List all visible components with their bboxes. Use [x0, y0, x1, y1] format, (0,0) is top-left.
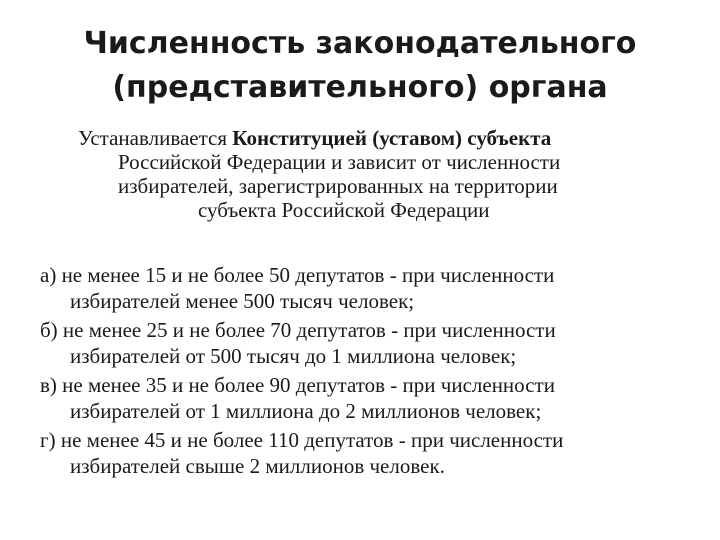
item-b-line-1: б) не менее 25 и не более 70 депутатов - при численности [40, 318, 556, 342]
title-line-2: (представительного) органа [112, 70, 608, 105]
item-a-line-2: избирателей менее 500 тысяч человек; [70, 289, 415, 313]
slide-title [60, 22, 660, 110]
intro-line-1 [78, 126, 678, 150]
item-c-line-1: в) не менее 35 и не более 90 депутатов - при численности [40, 373, 555, 397]
item-c-line-2: избирателей от 1 миллиона до 2 миллионов человек; [70, 399, 542, 423]
title-line-1: Численность законодательного [83, 26, 637, 61]
list-item-a [40, 262, 700, 314]
intro-line-2: Российской Федерации и зависит от численности [118, 150, 561, 174]
list-item-d [40, 427, 700, 479]
list-item-b [40, 317, 700, 369]
item-d-line-1: г) не менее 45 и не более 110 депутатов - при численности [40, 428, 564, 452]
intro-paragraph [78, 126, 678, 222]
list-item-c [40, 372, 700, 424]
item-d-line-2: избирателей свыше 2 миллионов человек. [70, 454, 445, 478]
intro-line-4: субъекта Российской Федерации [198, 198, 490, 222]
item-a-line-1: а) не менее 15 и не более 50 депутатов - при численности [40, 263, 555, 287]
intro-line-1-prefix: Устанавливается [78, 126, 233, 150]
items-list [40, 262, 700, 482]
intro-line-1-bold: Конституцией (уставом) субъекта [232, 126, 552, 150]
intro-line-3: избирателей, зарегистрированных на территории [118, 174, 558, 198]
item-b-line-2: избирателей от 500 тысяч до 1 миллиона человек; [70, 344, 517, 368]
